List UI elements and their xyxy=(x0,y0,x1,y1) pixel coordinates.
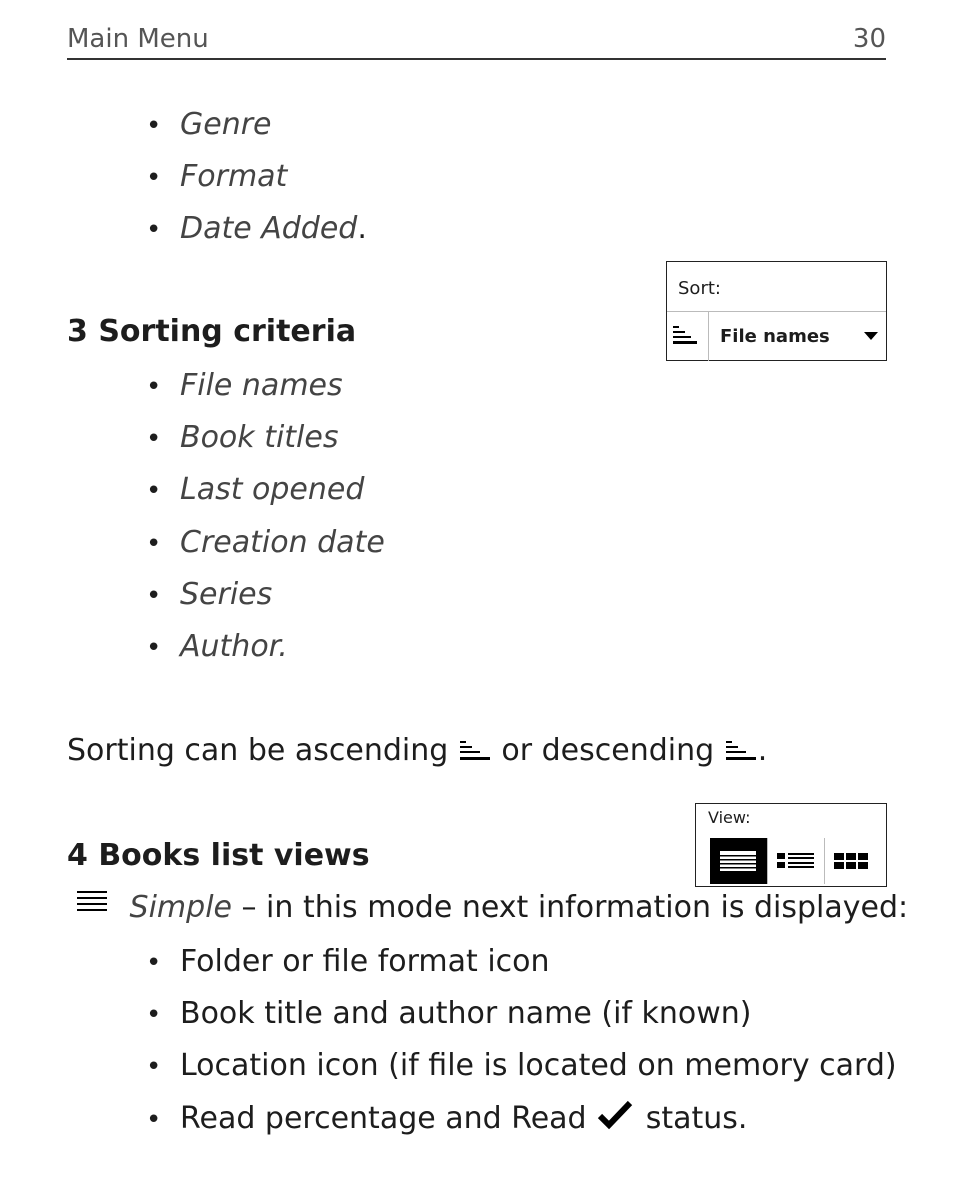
list-item: • Series xyxy=(146,577,273,612)
list-item: • Book title and author name (if known) xyxy=(146,996,752,1031)
list-item: • Author. xyxy=(146,629,288,664)
view-thumbnails-button[interactable] xyxy=(824,838,879,884)
sorting-note: Sorting can be ascending or descending . xyxy=(67,733,768,768)
running-header xyxy=(67,24,886,60)
view-simple-button[interactable] xyxy=(710,838,767,884)
checkmark-icon xyxy=(596,1099,636,1131)
page-number: 30 xyxy=(852,24,886,54)
sort-selected-value: File names xyxy=(720,326,830,347)
sort-descending-icon xyxy=(724,737,758,767)
list-item: • Folder or file format icon xyxy=(146,944,550,979)
view-widget xyxy=(695,803,887,887)
sort-ascending-icon xyxy=(458,737,492,767)
list-view-icon xyxy=(76,888,110,918)
list-item: • Last opened xyxy=(146,472,365,507)
simple-view-description: Simple – in this mode next information is displayed: xyxy=(76,890,908,925)
view-detailed-button[interactable] xyxy=(767,838,825,884)
list-item: • File names xyxy=(146,368,343,403)
list-item: • Genre xyxy=(146,107,272,142)
list-item: • Date Added. xyxy=(146,211,367,246)
section-heading: 3 Sorting criteria xyxy=(67,314,357,349)
sort-widget xyxy=(666,261,887,361)
sort-order-icon[interactable] xyxy=(667,312,709,361)
list-item: • Location icon (if file is located on memory card) xyxy=(146,1048,897,1083)
sort-dropdown[interactable] xyxy=(667,311,886,361)
sort-label: Sort: xyxy=(678,278,721,299)
view-label: View: xyxy=(708,808,751,827)
section-title: Main Menu xyxy=(67,24,209,54)
list-item: • Creation date xyxy=(146,525,385,560)
chevron-down-icon xyxy=(864,332,878,341)
list-item: • Read percentage and Read status. xyxy=(146,1101,748,1136)
section-heading: 4 Books list views xyxy=(67,838,370,873)
list-item: • Format xyxy=(146,159,288,194)
list-item: • Book titles xyxy=(146,420,339,455)
